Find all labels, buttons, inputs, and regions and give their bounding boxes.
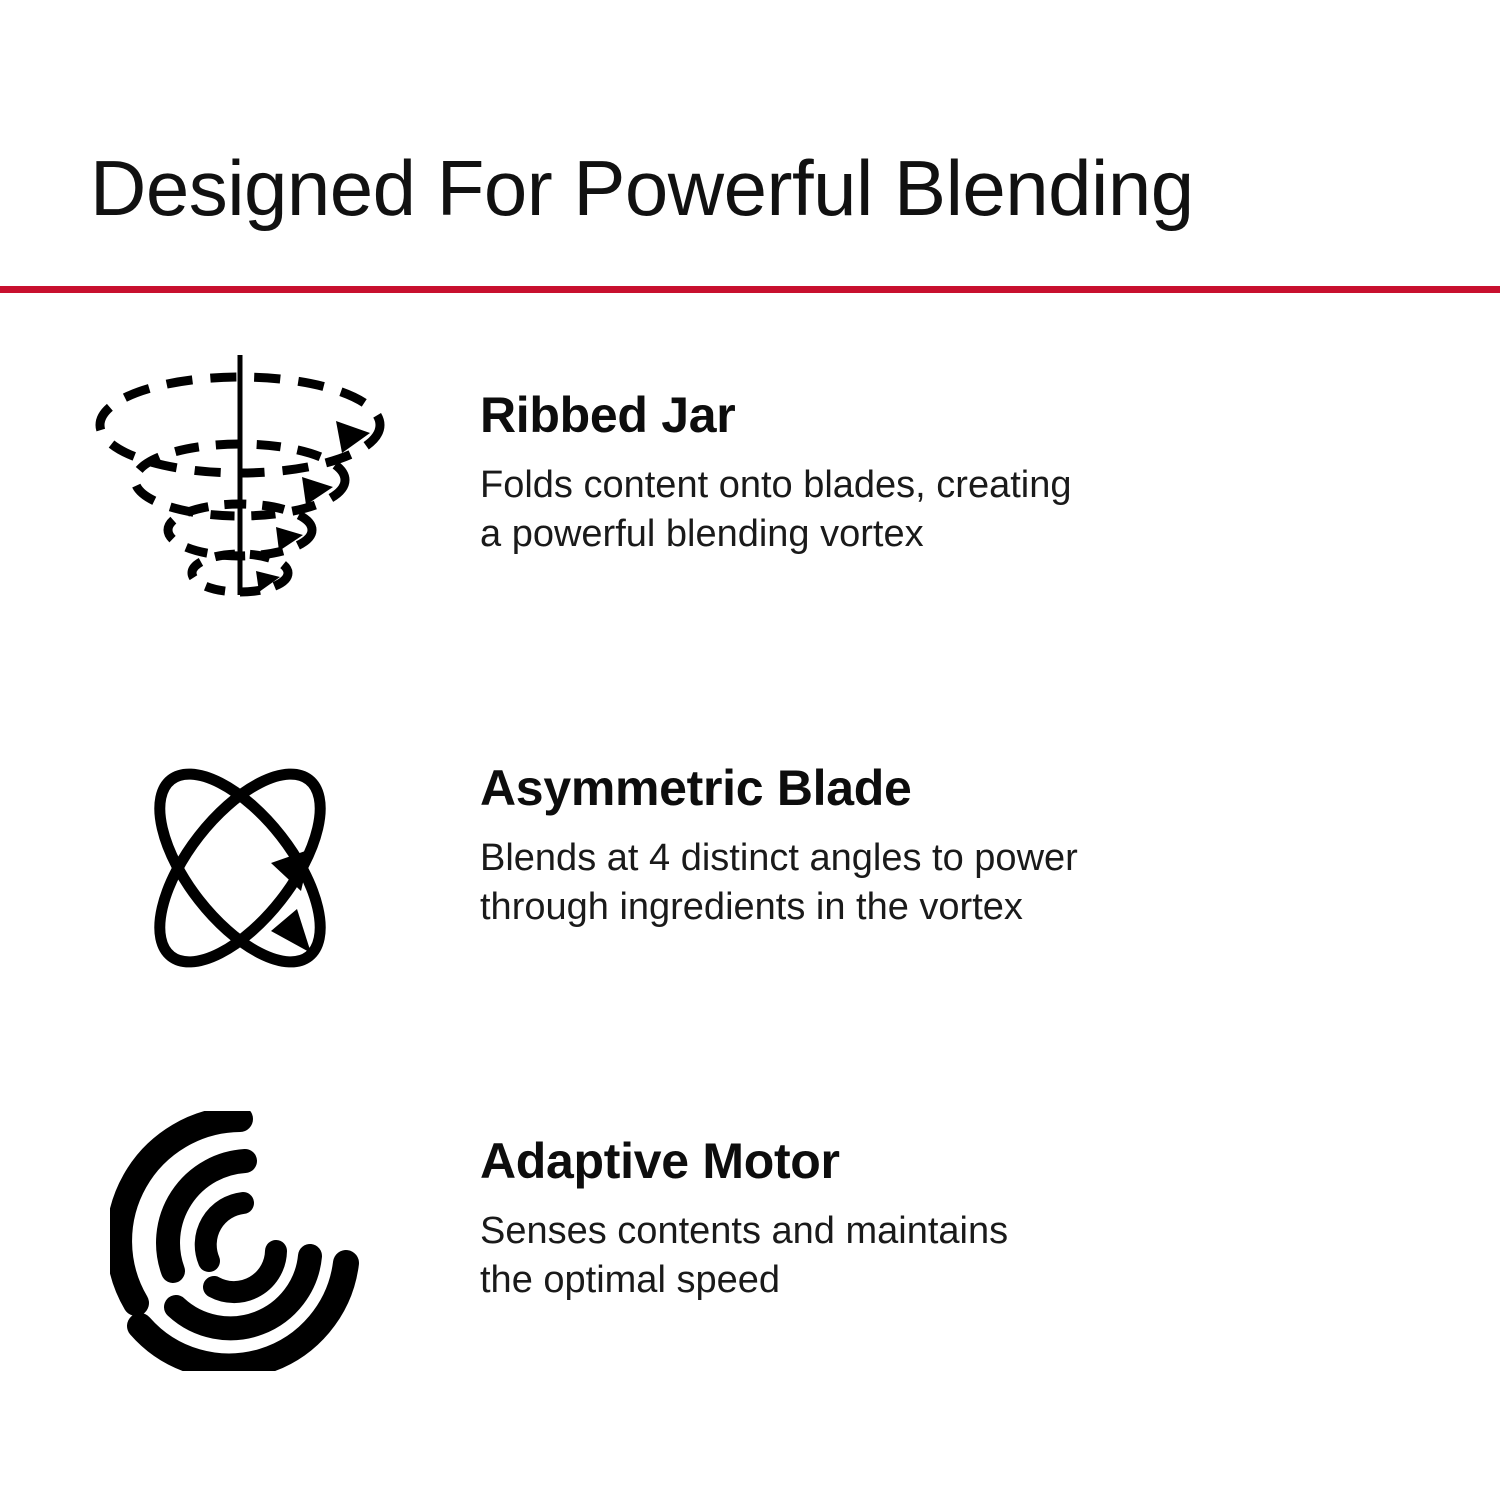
feature-title: Asymmetric Blade	[480, 760, 912, 816]
feature-description	[480, 1207, 1200, 1304]
vortex-jar-icon	[0, 330, 480, 660]
asymmetric-blade-icon	[0, 703, 480, 1033]
feature-list	[0, 330, 1500, 1449]
feature-description	[480, 461, 1200, 558]
feature-title: Ribbed Jar	[480, 387, 736, 443]
feature-item	[0, 703, 1500, 1076]
feature-description-line: the optimal speed	[480, 1258, 780, 1301]
feature-description-line: a powerful blending vortex	[480, 512, 924, 555]
feature-text	[480, 1076, 1500, 1304]
feature-description-line: Folds content onto blades, creating	[480, 464, 1072, 506]
feature-text	[480, 330, 1500, 558]
spiral-motor-icon	[0, 1076, 480, 1406]
feature-description-line: Blends at 4 distinct angles to power	[480, 837, 1078, 879]
feature-item	[0, 330, 1500, 703]
feature-description	[480, 834, 1200, 931]
feature-item	[0, 1076, 1500, 1449]
feature-description-line: through ingredients in the vortex	[480, 885, 1023, 928]
accent-divider	[0, 286, 1500, 293]
feature-description-line: Senses contents and maintains	[480, 1210, 1009, 1252]
feature-text	[480, 703, 1500, 931]
page-title: Designed For Powerful Blending	[90, 144, 1194, 233]
feature-title: Adaptive Motor	[480, 1133, 840, 1189]
